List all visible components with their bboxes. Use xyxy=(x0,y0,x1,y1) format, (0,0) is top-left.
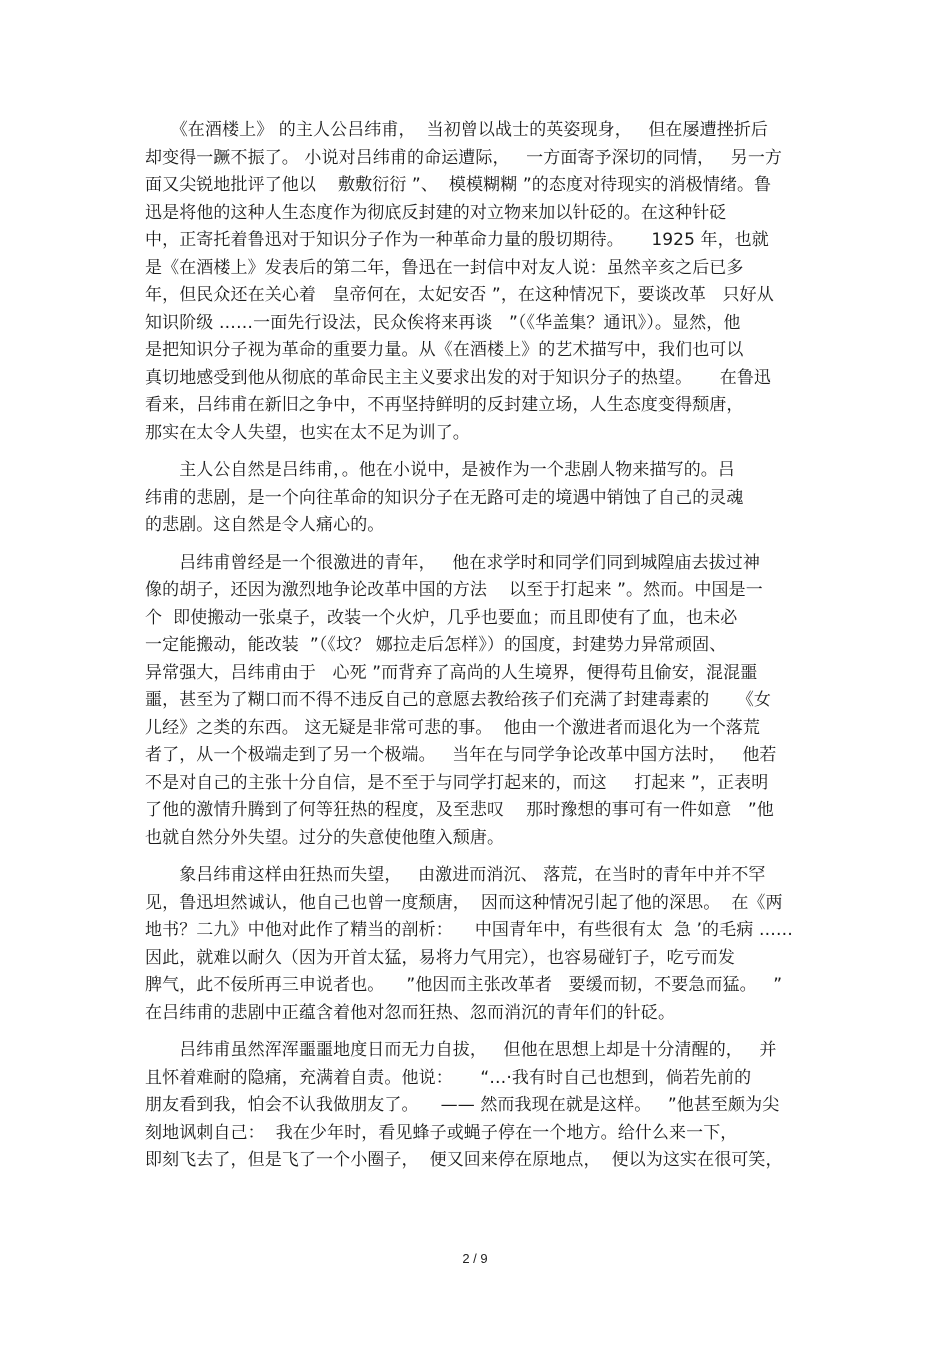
text-line: 地书？二九》中他对此作了精当的剖析： 中国青年中，有些很有太 急 ’的毛病 …… xyxy=(145,920,794,940)
paragraph xyxy=(145,457,810,540)
paragraph xyxy=(145,1037,810,1175)
text-line: 在吕纬甫的悲剧中正蕴含着他对忽而狂热、忽而消沉的青年们的针砭。 xyxy=(145,1002,676,1023)
text-line: 看来，吕纬甫在新旧之争中，不再坚持鲜明的反封建立场，人生态度变得颓唐， xyxy=(145,395,744,415)
text-line: 噩，甚至为了糊口而不得不违反自己的意愿去教给孩子们充满了封建毒素的 《女 xyxy=(145,690,772,710)
text-line: 象吕纬甫这样由狂热而失望， 由激进而消沉、 落荒，在当时的青年中并不罕 xyxy=(145,865,766,885)
text-line: 不是对自己的主张十分自信，是不至于与同学打起来的，而这 打起来 ”，正表明 xyxy=(145,772,769,793)
text-line: 迅是将他的这种人生态度作为彻底反封建的对立物来加以针砭的。在这种针砭 xyxy=(145,202,727,223)
text-line: 中，正寄托着鲁迅对于知识分子作为一种革命力量的殷切期待。 1925 年，也就 xyxy=(145,230,769,250)
text-line: 且怀着难耐的隐痛，充满着自责。他说： “…·我有时自己也想到，倘若先前的 xyxy=(145,1067,752,1088)
text-line: 儿经》之类的东西。 这无疑是非常可悲的事。 他由一个激进者而退化为一个落荒 xyxy=(145,717,761,738)
text-line: 脾气，此不佞所再三申说者也。 ”他因而主张改革者 要缓而韧，不要急而猛。 ” xyxy=(145,975,783,995)
paragraph xyxy=(145,862,810,1027)
paragraph xyxy=(145,117,810,447)
text-line: 年，但民众还在关心着 皇帝何在，太妃安否 ”，在这种情况下，要谈改革 只好从 xyxy=(145,285,774,305)
text-line: 面又尖锐地批评了他以 敷敷衍衍 ”、 模模糊糊 ”的态度对待现实的消极情绪。鲁 xyxy=(145,175,772,195)
text-line: 一定能搬动，能改装 ”（《坟？ 娜拉走后怎样》）的国度，封建势力异常顽固、 xyxy=(145,635,727,655)
text-line: 像的胡子，还因为激烈地争论改革中国的方法 以至于打起来 ”。然而。中国是一 xyxy=(145,580,763,600)
text-line: 纬甫的悲剧，是一个向往革命的知识分子在无路可走的境遇中销蚀了自己的灵魂 xyxy=(145,487,744,508)
text-line: 是《在酒楼上》发表后的第二年，鲁迅在一封信中对友人说：虽然辛亥之后已多 xyxy=(145,257,744,278)
text-line: 吕纬甫虽然浑浑噩噩地度日而无力自拔， 但他在思想上却是十分清醒的， 并 xyxy=(145,1040,777,1060)
text-line: 主人公自然是吕纬甫，。他在小说中，是被作为一个悲剧人物来描写的。吕 xyxy=(145,460,735,480)
text-line: 却变得一蹶不振了。 小说对吕纬甫的命运遭际， 一方面寄予深切的同情， 另一方 xyxy=(145,147,783,168)
paragraph xyxy=(145,550,810,853)
text-line: 那实在太令人失望，也实在太不足为训了。 xyxy=(145,422,470,443)
text-line: 是把知识分子视为革命的重要力量。从《在酒楼上》的艺术描写中，我们也可以 xyxy=(145,340,744,360)
text-line: 见，鲁迅坦然诚认，他自己也曾一度颓唐， 因而这种情况引起了他的深思。 在《两 xyxy=(145,892,783,913)
text-line: 异常强大，吕纬甫由于 心死 ”而背弃了高尚的人生境界，便得苟且偷安，混混噩 xyxy=(145,662,758,683)
text-line: 刻地讽刺自己： 我在少年时，看见蜂子或蝇子停在一个地方。给什么来一下， xyxy=(145,1122,738,1143)
text-line: 了他的激情升腾到了何等狂热的程度，及至悲叹 那时豫想的事可有一件如意 ”他 xyxy=(145,800,774,820)
text-line: 因此，就难以耐久（因为开首太猛，易将力气用完），也容易碰钉子，吃亏而发 xyxy=(145,947,735,968)
text-line: 个 即使搬动一张桌子，改装一个火炉，几乎也要血；而且即使有了血，也未必 xyxy=(145,607,738,628)
text-line: 朋友看到我，怕会不认我做朋友了。 —— 然而我现在就是这样。 ”他甚至颇为尖 xyxy=(145,1095,780,1115)
document-body xyxy=(145,117,810,1185)
text-line: 吕纬甫曾经是一个很激进的青年， 他在求学时和同学们同到城隍庙去拔过神 xyxy=(145,552,761,573)
text-line: 真切地感受到他从彻底的革命民主主义要求出发的对于知识分子的热望。 在鲁迅 xyxy=(145,367,772,388)
text-line: 《在酒楼上》 的主人公吕纬甫， 当初曾以战士的英姿现身， 但在屡遭挫折后 xyxy=(145,120,769,140)
text-line: 的悲剧。这自然是令人痛心的。 xyxy=(145,515,385,535)
text-line: 知识阶级 ……一面先行设法，民众俟将来再谈 ”（《华盖集？通讯》）。显然，他 xyxy=(145,312,741,333)
text-line: 即刻飞去了，但是飞了一个小圈子， 便又回来停在原地点， 便以为这实在很可笑， xyxy=(145,1150,783,1170)
page-number: 2 / 9 xyxy=(462,1251,488,1266)
text-line: 也就自然分外失望。过分的失意使他堕入颓唐。 xyxy=(145,827,505,848)
text-line: 者了，从一个极端走到了另一个极端。 当年在与同学争论改革中国方法时， 他若 xyxy=(145,745,777,765)
